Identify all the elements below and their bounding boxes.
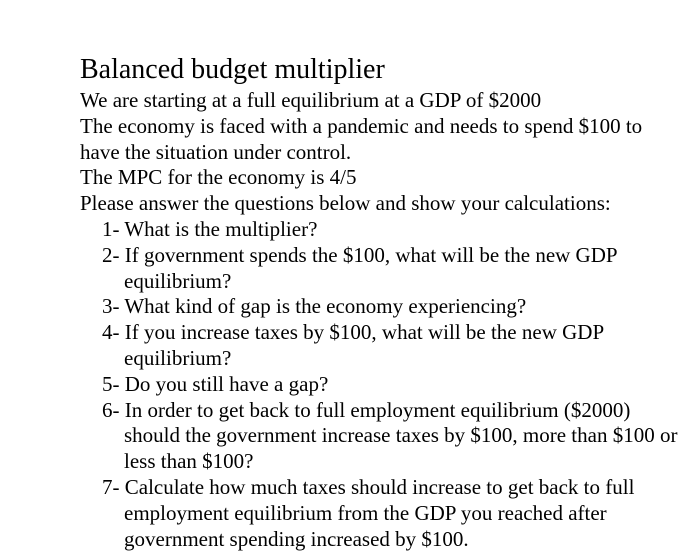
question-7: 7- Calculate how much taxes should increase to get back to full employment equilibrium from the GDP you reached after government spending increased by $100. (102, 474, 635, 551)
document (80, 53, 680, 552)
question-5: 5- Do you still have a gap? (102, 371, 329, 396)
question-6: 6- In order to get back to full employment equilibrium ($2000) should the government increase taxes by $100, more than $100 or less than $100? (102, 397, 678, 474)
intro-paragraph-instructions: Please answer the questions below and show your calculations: (80, 191, 611, 216)
intro-paragraph-starting-equilibrium: We are starting at a full equilibrium at a GDP of $2000 (80, 88, 542, 112)
question-1: 1- What is the multiplier? (102, 216, 318, 241)
document-title: Balanced budget multiplier (80, 54, 385, 85)
intro-paragraph-mpc: The MPC for the economy is 4/5 (80, 165, 357, 190)
question-4: 4- If you increase taxes by $100, what will be the new GDP equilibrium? (102, 320, 604, 370)
question-list (80, 217, 680, 552)
question-3: 3- What kind of gap is the economy experiencing? (102, 294, 527, 319)
intro-paragraph-pandemic: The economy is faced with a pandemic and needs to spend $100 to have the situation under control. (80, 113, 643, 164)
question-2: 2- If government spends the $100, what will be the new GDP equilibrium? (102, 242, 617, 293)
